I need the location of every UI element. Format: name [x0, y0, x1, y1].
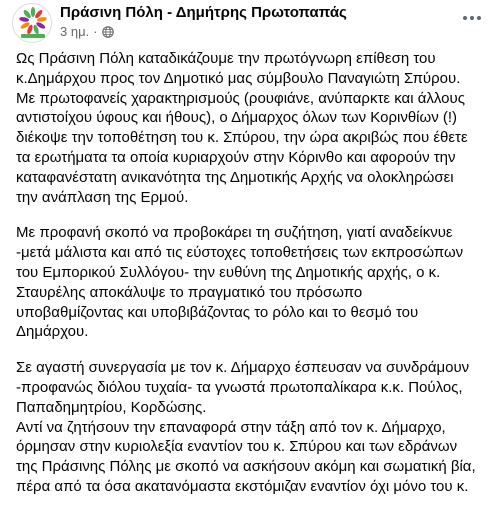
text-line: αντιστοίχου ύφους και ήθους), ο Δήμαρχος όλων των Κορινθίων (!) — [16, 109, 458, 127]
text-line: -μετά μάλιστα και από τις εύστοχες τοποθετήσεις των εκπροσώπων — [16, 244, 464, 262]
text-line: -προφανώς διόλου τυχαία- τα γνωστά πρωτοπαλίκαρα κ.κ. Πούλος, — [16, 378, 463, 396]
text-line: Σε αγαστή συνεργασία με τον κ. Δήμαρχο έσπευσαν να συνδράμουν — [16, 359, 470, 377]
text-line: της Πράσινης Πόλης με σκοπό να ασκήσουν ακόμη και σωματική βία, — [16, 458, 476, 476]
text-line: Σταυρέλης αποκάλυψε το πραγματικό του πρόσωπο — [16, 283, 363, 301]
post-paragraph-1 — [16, 49, 490, 207]
text-line: την ανάπλαση της Ερμού. — [16, 188, 189, 206]
text-line: του Εμπορικού Συλλόγου- την ευθύνη της Δημοτικής αρχής, ο κ. — [16, 263, 441, 281]
text-line: πέρα από τα όσα ακατανόμαστα εκστόμιζαν εναντίον όχι μόνο του κ. — [16, 477, 469, 495]
more-horizontal-icon — [462, 16, 483, 20]
prasini-poli-logo-icon — [13, 4, 53, 44]
post-paragraph-2 — [16, 223, 490, 342]
globe-icon[interactable] — [102, 26, 114, 38]
text-line: Με προφανή σκοπό να προβοκάρει τη συζήτηση, γιατί αναδείκνυε — [16, 224, 453, 242]
post-meta — [60, 24, 114, 39]
text-line: όρμησαν στην κυριολεξία εναντίον του κ. Σπύρου και των εδράνων — [16, 438, 458, 456]
meta-separator: · — [93, 24, 98, 39]
text-line: κ.Δημάρχου προς τον Δημοτικό μας σύμβουλο Παναγιώτη Σπύρου. — [16, 69, 461, 87]
text-line: Παπαδημητρίου, Κορδώσης. — [16, 398, 207, 416]
text-line: υποβαθμίζοντας και υποβιβάζοντας το ρόλο και το θεσμό του — [16, 303, 419, 321]
post-header — [0, 0, 493, 42]
post-body — [16, 49, 490, 513]
text-line: Με πρωτοφανείς χαρακτηρισμούς (ρουφιάνε, ανύπαρκτε και άλλους — [16, 89, 465, 107]
text-line: τα ερωτήματα τα οποία κυριαρχούν στην Κόρινθο και αφορούν την — [16, 148, 456, 166]
post-options-button[interactable] — [456, 2, 488, 34]
page-avatar[interactable] — [12, 3, 52, 43]
post-timestamp[interactable]: 3 ημ. — [60, 24, 90, 39]
text-line: Αντί να ζητήσουν την επαναφορά στην τάξη από τον κ. Δήμαρχο, — [16, 418, 446, 436]
text-line: Ως Πράσινη Πόλη καταδικάζουμε την πρωτόγνωρη επίθεση του — [16, 50, 436, 67]
text-line: Δημάρχου. — [16, 323, 89, 341]
text-line: διέκοψε την τοποθέτηση του κ. Σπύρου, την ώρα ακριβώς που έθετε — [16, 129, 468, 147]
text-line: καταφανέστατη ανικανότητα της Δημοτικής Αρχής να ολοκληρώσει — [16, 168, 454, 186]
post-paragraph-3 — [16, 358, 490, 497]
page-name[interactable]: Πράσινη Πόλη - Δημήτρης Πρωτοπαπάς — [60, 4, 347, 21]
